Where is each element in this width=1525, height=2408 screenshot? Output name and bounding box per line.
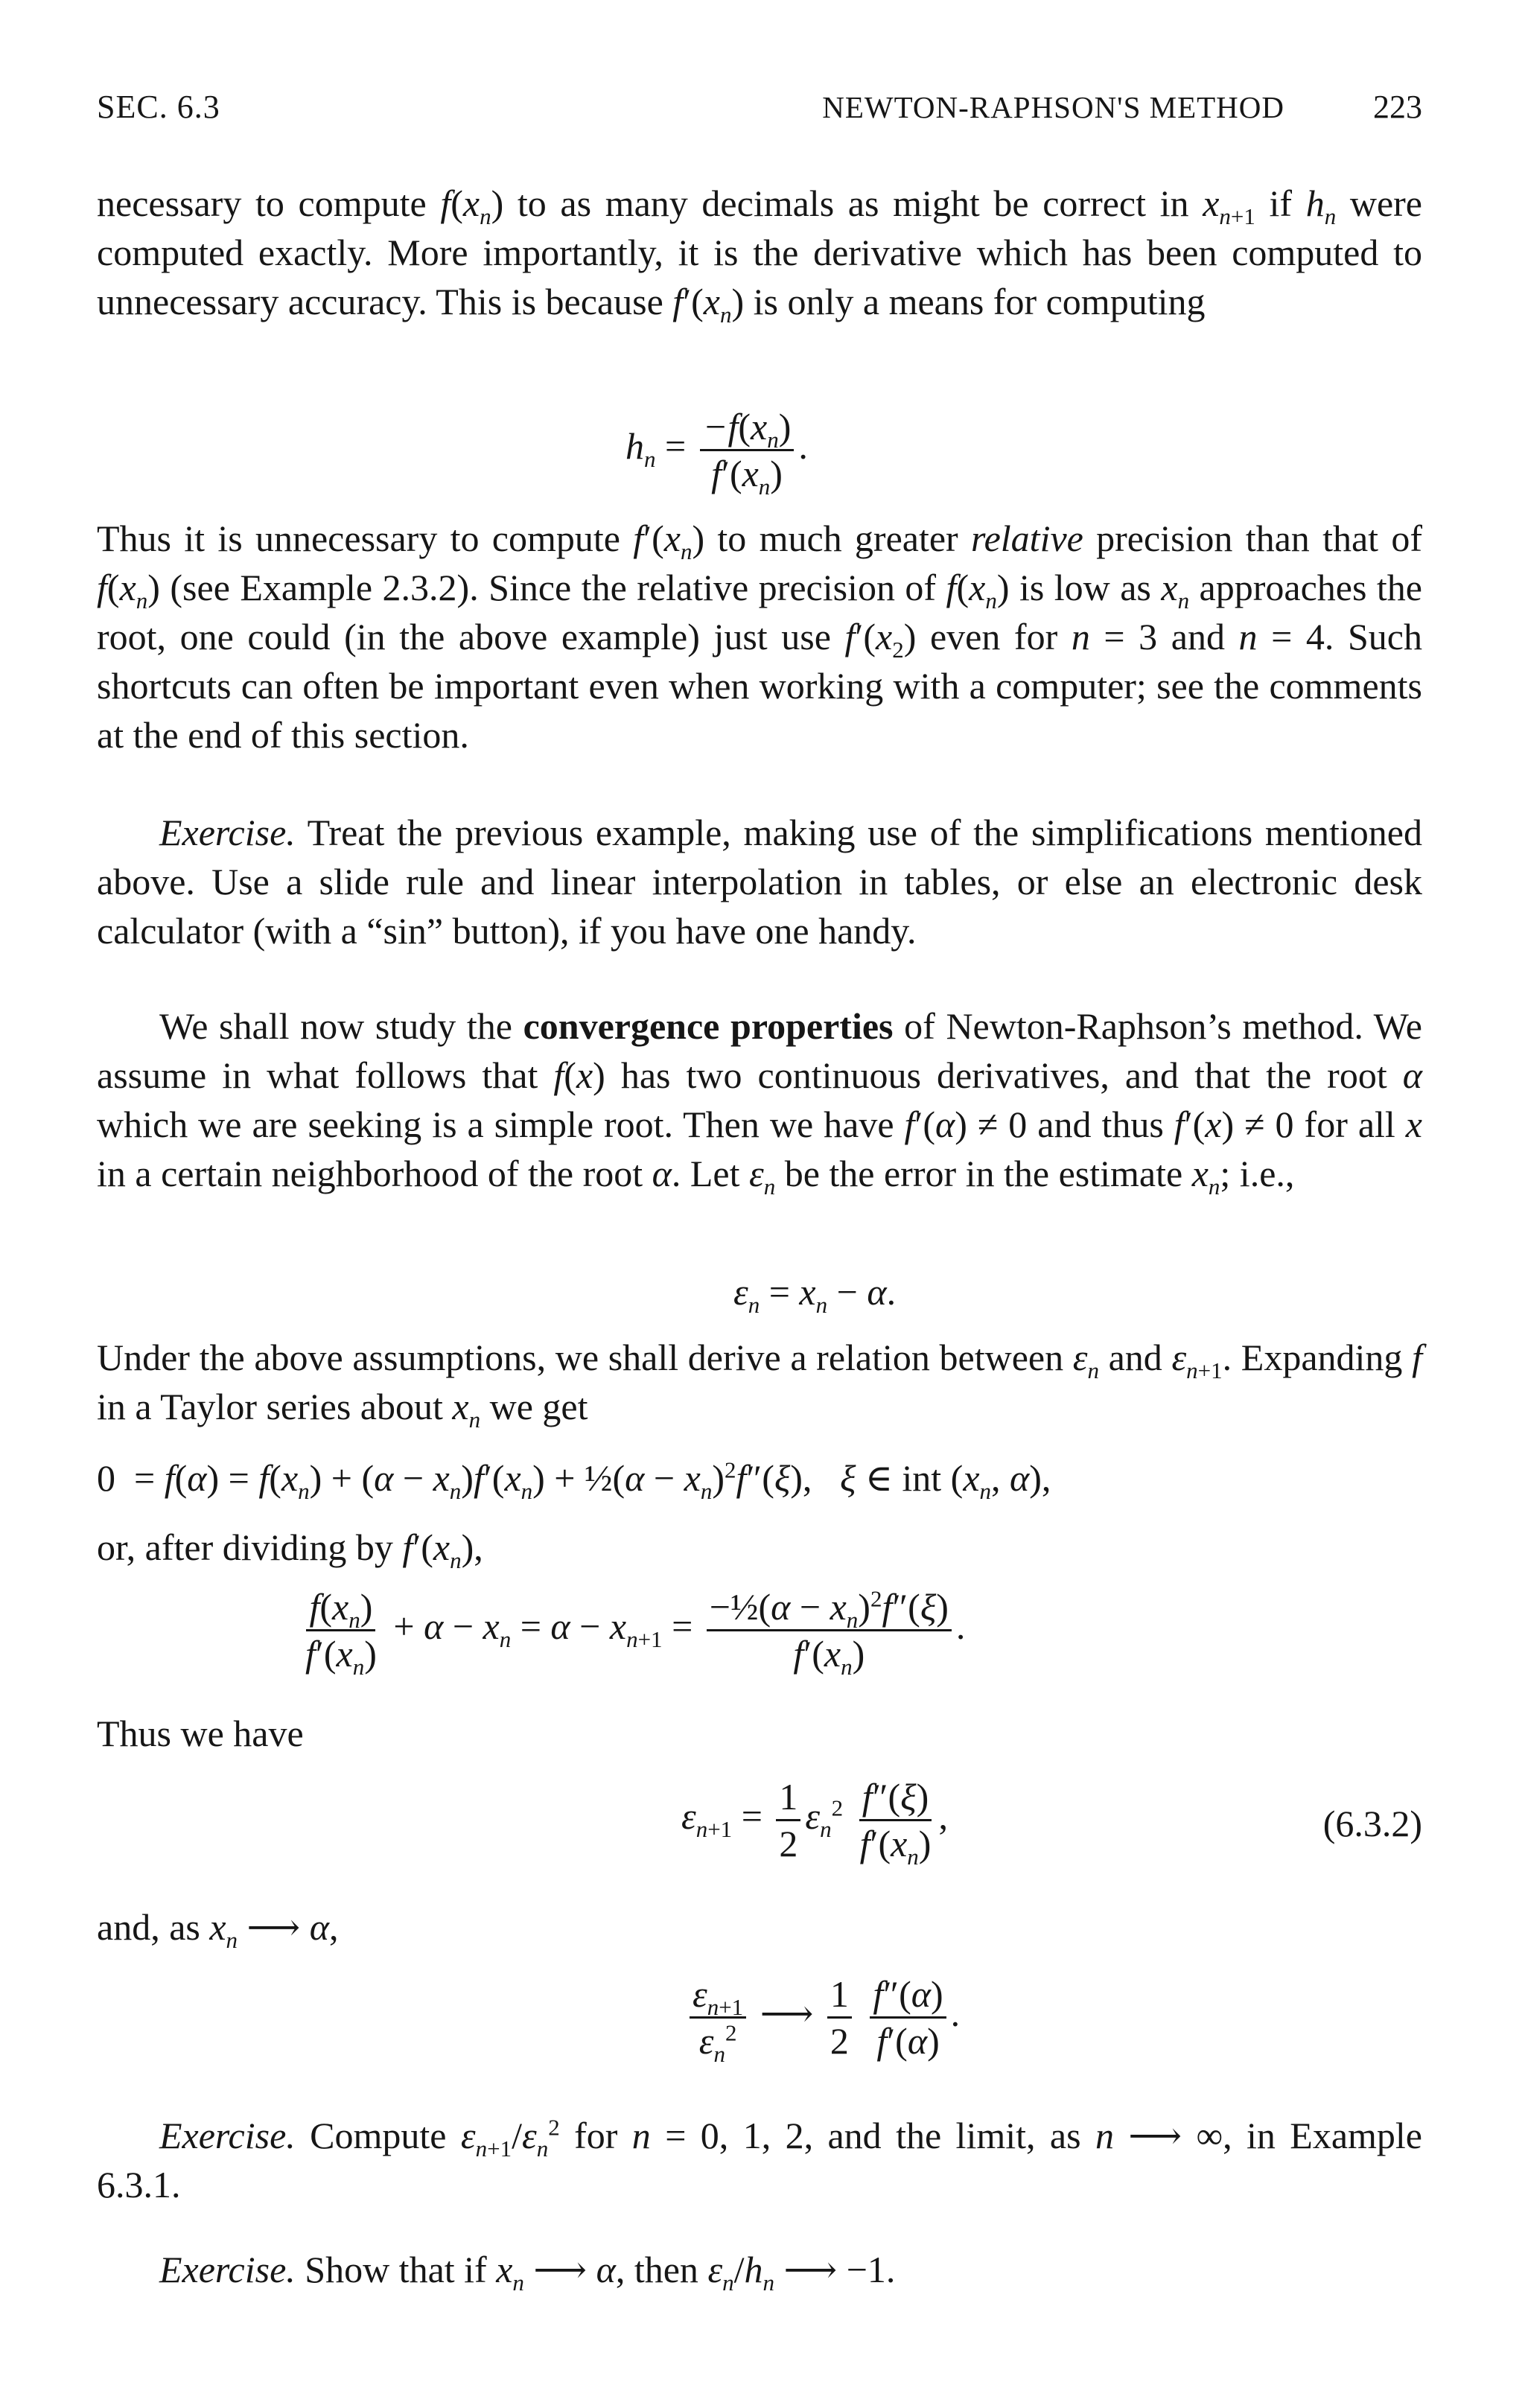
- paragraph-5: or, after dividing by $f'(x_n)$,: [97, 1526, 483, 1573]
- equation-divided: $\frac{f(x_n)}{f'(x_n)}$ + $\alpha - x_n = \alpha - x_{n+1}$ = $\frac{-\frac{1}{2}(\alpha - x_n)^2f''(\xi)}{f'(x_n)}$ .: [305, 1585, 966, 1680]
- exercise-3: Exercise. Show that if $x_n$ ⟶ α, then $\varepsilon_n/h_n$ ⟶ −1.: [159, 2249, 896, 2296]
- page-number: 223: [1373, 89, 1422, 125]
- exercise-2: Exercise. Compute $\varepsilon_{n+1}/\varepsilon_n^2$ for n = 0, 1, 2, and the limit, as n ⟶ ∞, in Example 6.3.1.: [97, 2114, 1422, 2205]
- book-page: [97, 0, 1422, 2408]
- equation-limit: $\frac{\varepsilon_{n+1}}{\varepsilon_n^2}$ ⟶ $\frac{1}{2}$ $\frac{f''(\alpha)}{f'(\alpha)}$ .: [685, 1973, 960, 2062]
- equation-taylor: $0 = f(\alpha) = f(x_n) + (\alpha - x_n)f'(x_n)$ + ½(α − $x_n)^2f''(\xi)$, ξ ∈ int ($x_n$, α),: [97, 1456, 1051, 1504]
- section-label: SEC. 6.3: [97, 89, 220, 125]
- running-header: [97, 88, 1422, 133]
- paragraph-3: We shall now study the convergence properties of Newton-Raphson’s method. We assume in what follows that f(x) has two continuous derivatives, and that the root α which we are seeking is a simple root. Then we have f′(α) ≠ 0 and thus f′(x) ≠ 0 for all x in a certain neighborhood of the root α. Let $\varepsilon_n$ be the error in the estimate $x_n$; i.e.,: [97, 1005, 1422, 1200]
- equation-number: (6.3.2): [1322, 1803, 1422, 1844]
- chapter-title: NEWTON-RAPHSON'S METHOD: [822, 90, 1284, 124]
- paragraph-1: necessary to compute $f(x_n)$ to as many decimals as might be correct in $x_{n+1}$ if $h_n$ were computed exactly. More importantly, it is the derivative which has been computed to unnecessary accuracy. This is because $f'(x_n)$ is only a means for computing: [97, 182, 1422, 328]
- equation-6-3-2: $\varepsilon_{n+1}$ = $\frac{1}{2}$ $\varepsilon_n^2$ $\frac{f''(\xi)}{f'(x_n)}$ ,: [681, 1776, 948, 1870]
- paragraph-7: and, as $x_n$ ⟶ α,: [97, 1906, 339, 1953]
- paragraph-4: Under the above assumptions, we shall derive a relation between $\varepsilon_n$ and $\varepsilon_{n+1}$. Expanding f in a Taylor series about $x_n$ we get: [97, 1337, 1422, 1433]
- exercise-1: Exercise. Treat the previous example, making use of the simplifications mentioned above. Use a slide rule and linear interpolation in tables, or else an electronic desk calculator (with a “sin” button), if you have one handy.: [97, 812, 1422, 952]
- paragraph-2: Thus it is unnecessary to compute $f'(x_n)$ to much greater relative precision than that of $f(x_n)$ (see Example 2.3.2). Since the relative precision of $f(x_n)$ is low as $x_n$ approaches the root, one could (in the above example) just use $f'(x_2)$ even for n = 3 and n = 4. Such shortcuts can often be important even when working with a computer; see the comments at the end of this section.: [97, 517, 1423, 756]
- paragraph-6: Thus we have: [97, 1713, 304, 1754]
- equation-error: $\varepsilon_n = x_n - \alpha$.: [733, 1271, 897, 1318]
- equation-hn: $h_n$ = $\frac{-f(x_n)}{f'(x_n)}$ .: [625, 406, 808, 500]
